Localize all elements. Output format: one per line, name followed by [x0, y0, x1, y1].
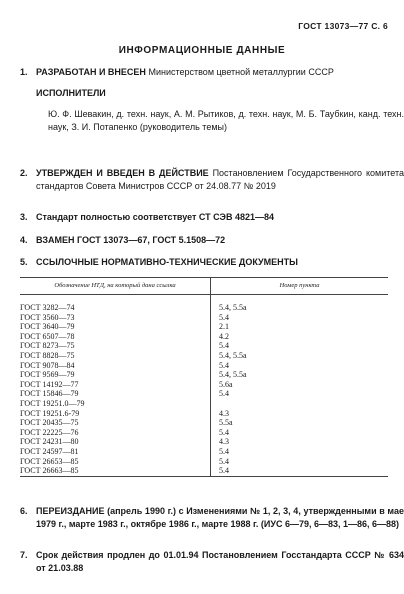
page-title: ИНФОРМАЦИОННЫЕ ДАННЫЕ	[118, 45, 286, 56]
section-3	[20, 211, 404, 224]
page-header: ГОСТ 13073—77 С. 6	[298, 21, 388, 31]
cell-designation: ГОСТ 24597—81	[20, 447, 211, 457]
section-4-text: ГОСТ 13073—67, ГОСТ 5.1508—72	[77, 235, 226, 245]
table-row	[20, 332, 388, 342]
section-6-heading: ПЕРЕИЗДАНИЕ	[36, 506, 105, 516]
cell-clause: 5.5а	[219, 418, 233, 428]
table-row	[20, 437, 388, 447]
section-5	[20, 256, 404, 269]
section-7-number: 7.	[20, 550, 28, 560]
table-row	[20, 351, 388, 361]
table-row	[20, 370, 388, 380]
table-row	[20, 399, 388, 409]
section-5-heading: ССЫЛОЧНЫЕ НОРМАТИВНО-ТЕХНИЧЕСКИЕ ДОКУМЕНТЫ	[36, 257, 298, 267]
table-row	[20, 303, 388, 313]
table-row	[20, 389, 388, 399]
table-row	[20, 418, 388, 428]
cell-designation: ГОСТ 26663—85	[20, 466, 211, 476]
executors-list: Ю. Ф. Шевакин, д. техн. наук, А. М. Рытиков, д. техн. наук, М. Б. Таубкин, канд. техн. наук, З. И. Потапенко (руководитель темы)	[48, 109, 404, 132]
section-2-number: 2.	[20, 168, 28, 178]
section-5-number: 5.	[20, 257, 28, 267]
section-6-text: (апрель 1990 г.) с Изменениями № 1, 2, 3, 4, утвержденными в мае 1979 г., марте 1983 г., октябре 1986 г., марте 1988 г. (ИУС 6—79, 6—83, 1—86, 6—88)	[36, 506, 404, 529]
section-1-text: Министерством цветной металлургии СССР	[148, 67, 334, 77]
cell-clause: 5.4	[219, 312, 229, 322]
cell-clause: 4.2	[219, 331, 229, 341]
cell-designation: ГОСТ 19251.6-79	[20, 409, 211, 419]
cell-clause: 5.4, 5.5а	[219, 370, 247, 380]
table-row	[20, 428, 388, 438]
section-1-heading: РАЗРАБОТАН И ВНЕСЕН	[36, 67, 146, 77]
cell-designation: ГОСТ 6507—78	[20, 332, 211, 342]
section-3-text: Стандарт полностью соответствует СТ СЭВ 4821—84	[36, 212, 274, 222]
table-header-designation: Обозначение НТД, на который дана ссылка	[20, 278, 211, 295]
cell-designation: ГОСТ 26653—85	[20, 457, 211, 467]
table-row	[20, 361, 388, 371]
section-1-number: 1.	[20, 67, 28, 77]
section-6-number: 6.	[20, 506, 28, 516]
cell-clause: 5.4	[219, 341, 229, 351]
section-1	[20, 66, 404, 134]
cell-designation: ГОСТ 24231—80	[20, 437, 211, 447]
cell-designation: ГОСТ 3282—74	[20, 303, 211, 313]
section-3-number: 3.	[20, 212, 28, 222]
cell-designation: ГОСТ 9569—79	[20, 370, 211, 380]
section-2-heading: УТВЕРЖДЕН И ВВЕДЕН В ДЕЙСТВИЕ	[36, 168, 209, 178]
cell-designation: ГОСТ 3560—73	[20, 313, 211, 323]
cell-clause: 4.3	[219, 408, 229, 418]
section-4	[20, 234, 404, 247]
cell-clause: 5.4	[211, 466, 389, 476]
cell-clause: 2.1	[219, 322, 229, 332]
section-4-number: 4.	[20, 235, 28, 245]
table-header-clause: Номер пункта	[211, 278, 389, 295]
cell-clause: 4.3	[219, 437, 229, 447]
cell-clause: 5.4, 5.5а	[219, 303, 247, 312]
table-row	[20, 457, 388, 467]
table-row	[20, 341, 388, 351]
table-row	[20, 447, 388, 457]
section-4-heading: ВЗАМЕН	[36, 235, 75, 245]
table-row	[20, 322, 388, 332]
section-2-text: Постановлением Государственного комитета стандартов Совета Министров СССР от 24.08.77 № 2019	[36, 168, 404, 191]
section-7-text: Срок действия продлен до 01.01.94 Постановлением Госстандарта СССР № 634 от 21.03.88	[36, 550, 404, 573]
cell-designation: ГОСТ 15846—79	[20, 389, 211, 399]
cell-designation: ГОСТ 8828—75	[20, 351, 211, 361]
table-row	[20, 409, 388, 419]
cell-clause: 5.4	[219, 427, 229, 437]
cell-clause: 5.4	[219, 456, 229, 466]
cell-designation: ГОСТ 19251.0—79	[20, 399, 211, 409]
cell-designation: ГОСТ 3640—79	[20, 322, 211, 332]
table-row	[20, 380, 388, 390]
cell-designation: ГОСТ 20435—75	[20, 418, 211, 428]
cell-clause: 5.4	[219, 389, 229, 399]
executors-label: ИСПОЛНИТЕЛИ	[36, 88, 106, 98]
cell-clause	[211, 399, 389, 409]
table-row	[20, 466, 388, 476]
cell-clause: 5.4	[219, 360, 229, 370]
section-6	[20, 505, 404, 531]
cell-designation: ГОСТ 8273—75	[20, 341, 211, 351]
cell-clause: 5.6а	[219, 379, 233, 389]
table-row	[20, 313, 388, 323]
cell-clause: 5.4	[219, 446, 229, 456]
section-2	[20, 167, 404, 193]
cell-designation: ГОСТ 22225—76	[20, 428, 211, 438]
cell-designation: ГОСТ 9078—84	[20, 361, 211, 371]
reference-table	[20, 277, 388, 477]
cell-clause: 5.4, 5.5а	[219, 350, 247, 360]
section-7	[20, 549, 404, 575]
cell-designation: ГОСТ 14192—77	[20, 380, 211, 390]
